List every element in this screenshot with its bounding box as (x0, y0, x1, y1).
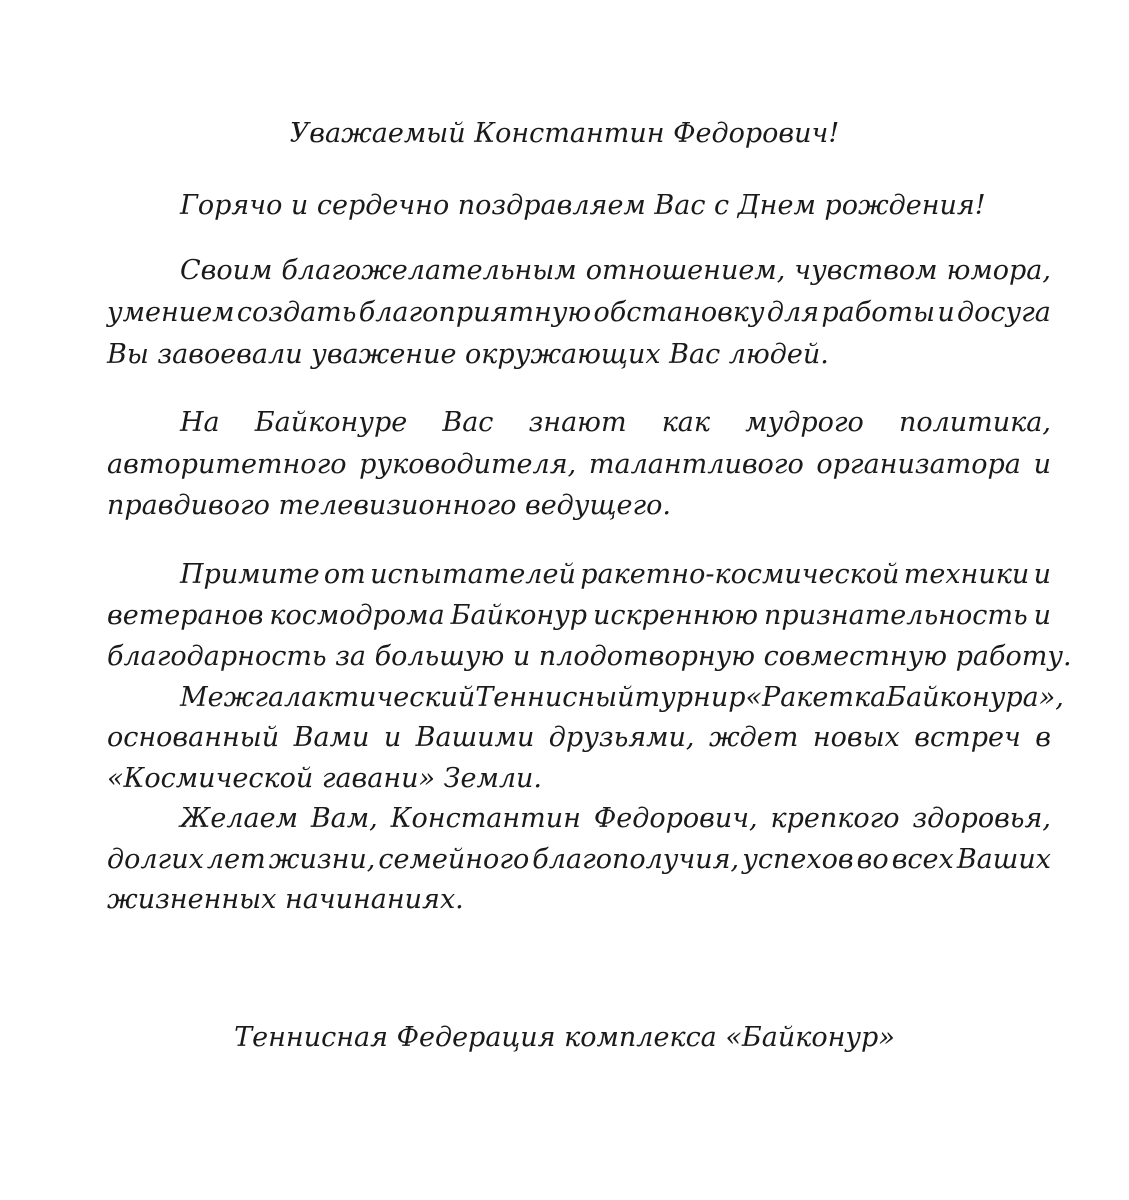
paragraph-2-line-1 (180, 409, 1051, 436)
word: жизни, (268, 844, 376, 875)
word: «Ракетка (745, 682, 887, 713)
word: Вам, (310, 803, 378, 834)
word: ракетно-космической (580, 559, 900, 590)
word: Байконура», (886, 682, 1064, 713)
paragraph-5-line-2 (107, 846, 1051, 873)
word: лет (206, 844, 266, 875)
word: от (323, 559, 366, 590)
word: и (383, 722, 402, 753)
word: организатора (816, 449, 1021, 480)
word: ждет (708, 722, 799, 753)
word: турнир (634, 682, 746, 713)
word: знают (528, 407, 627, 438)
word: Вас (442, 407, 494, 438)
word: Байконуре (254, 407, 408, 438)
word: долгих (107, 844, 204, 875)
word: семейного (378, 844, 530, 875)
paragraph-3-line-3: благодарность за большую и плодотворную совместную работу. (107, 641, 1072, 672)
paragraph-2-line-2 (107, 451, 1051, 478)
word: и (1033, 600, 1051, 631)
word: На (180, 407, 220, 438)
word: Вашими (415, 722, 535, 753)
word: основанный (107, 722, 280, 753)
word: новых (812, 722, 900, 753)
word: здоровья, (912, 803, 1051, 834)
paragraph-5-line-3: жизненных начинаниях. (107, 884, 464, 915)
paragraph-5-line-1 (180, 805, 1051, 832)
greeting: Горячо и сердечно поздравляем Вас с Днем рождения! (180, 190, 986, 221)
word: Межгалактический (180, 682, 476, 713)
paragraph-3-line-2 (107, 602, 1051, 629)
word: Байконур (450, 600, 588, 631)
word: Константин (390, 803, 581, 834)
word: успехов (742, 844, 854, 875)
word: друзьями, (548, 722, 695, 753)
word: и (1033, 559, 1051, 590)
word: авторитетного (107, 449, 347, 480)
word: юмора, (946, 255, 1051, 286)
word: в (1035, 722, 1051, 753)
word: Примите (180, 559, 320, 590)
word: космодрома (269, 600, 445, 631)
word: работы (821, 297, 936, 328)
word: признательность (764, 600, 1028, 631)
word: благополучия, (532, 844, 740, 875)
word: испытателей (370, 559, 576, 590)
word: благоприятную (358, 297, 592, 328)
word: ветеранов (107, 600, 264, 631)
word: чувством (794, 255, 938, 286)
word: благожелательным (281, 255, 577, 286)
word: политика, (898, 407, 1051, 438)
word: во (856, 844, 889, 875)
word: руководителя, (359, 449, 577, 480)
paragraph-1-line-3: Вы завоевали уважение окружающих Вас людей. (107, 339, 829, 370)
word: талантливого (588, 449, 804, 480)
word: создать (236, 297, 357, 328)
word: Своим (180, 255, 273, 286)
word: Вами (293, 722, 370, 753)
word: встреч (914, 722, 1021, 753)
word: как (661, 407, 711, 438)
word: и (937, 297, 955, 328)
word: крепкого (770, 803, 900, 834)
paragraph-1-line-1 (180, 257, 1051, 284)
paragraph-4-line-2 (107, 724, 1051, 751)
word: всех (891, 844, 954, 875)
paragraph-4-line-3: «Космической гавани» Земли. (107, 763, 542, 794)
word: умением (107, 297, 235, 328)
paragraph-4-line-1 (180, 682, 1064, 713)
word: Желаем (180, 803, 298, 834)
word: Теннисный (475, 682, 635, 713)
salutation: Уважаемый Константин Федорович! (289, 118, 840, 149)
word: техники (903, 559, 1030, 590)
paragraph-3-line-1 (180, 561, 1051, 588)
paragraph-1-line-2 (107, 299, 1051, 326)
word: Федорович, (593, 803, 758, 834)
word: обстановку (593, 297, 765, 328)
word: искреннюю (593, 600, 759, 631)
signature: Теннисная Федерация комплекса «Байконур» (234, 1022, 895, 1053)
word: для (766, 297, 820, 328)
word: досуга (957, 297, 1051, 328)
word: отношением, (585, 255, 786, 286)
word: мудрого (745, 407, 864, 438)
word: и (1033, 449, 1051, 480)
word: Ваших (956, 844, 1051, 875)
paragraph-2-line-3: правдивого телевизионного ведущего. (107, 490, 671, 521)
